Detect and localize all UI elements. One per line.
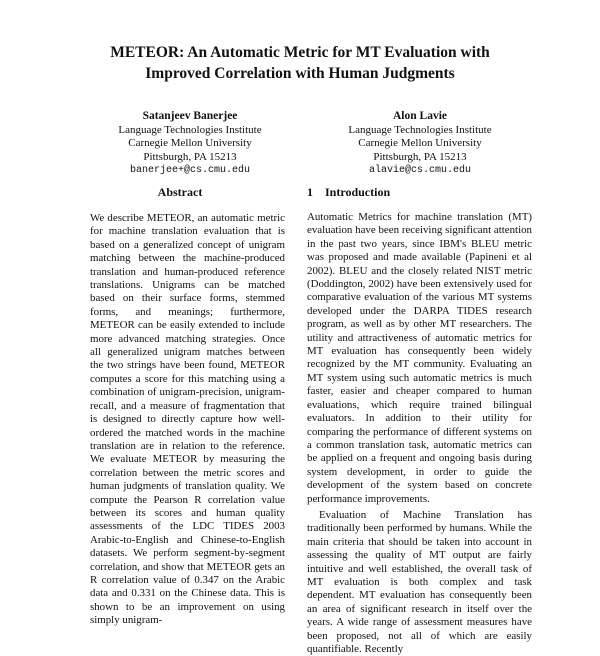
introduction-body xyxy=(307,211,532,656)
section-title: Introduction xyxy=(325,185,391,199)
abstract-body xyxy=(90,212,285,628)
author-location: Pittsburgh, PA 15213 xyxy=(143,150,237,163)
title-line-2: Improved Correlation with Human Judgments xyxy=(145,65,455,82)
title-line-1: METEOR: An Automatic Metric for MT Evaluation with xyxy=(110,44,490,61)
paper-title xyxy=(0,42,600,84)
author-name: Alon Lavie xyxy=(393,110,447,122)
intro-paragraph-2: Evaluation of Machine Translation has traditionally been performed by humans. While the main criteria that should be taken into account in assessing the quality of MT output are fairly intuitive and well established, the overall task of MT evaluation is both complex and task dependent. MT evaluation has consequently been an area of significant research in itself over the years. A wide range of assessment measures have been proposed, not all of which are easily quantifiable. Recently xyxy=(307,508,532,655)
section-number: 1 xyxy=(307,185,313,199)
author-name: Satanjeev Banerjee xyxy=(142,110,238,122)
abstract-text: We describe METEOR, an automatic metric for machine translation evaluation that is based on a generalized concept of unigram matching between the machine-produced translation and human-produced reference translations. Unigrams can be matched based on their surface forms, stemmed forms, and meanings; furthermore, METEOR can be easily extended to include more advanced matching strategies. Once all generalized unigram matches between the two strings have been found, METEOR computes a score for this matching using a combination of unigram-precision, unigram-recall, and a measure of fragmentation that is designed to directly capture how well-ordered the matched words in the machine translation are in relation to the reference. We evaluate METEOR by measuring the correlation between the metric scores and human judgments of translation quality. We compute the Pearson R correlation value between its scores and human quality assessments of the LDC TIDES 2003 Arabic-to-English and Chinese-to-English datasets. We perform segment-by-segment correlation, and show that METEOR gets an R correlation value of 0.347 on the Arabic data and 0.331 on the Chinese data. This is shown to be an improvement on using simply unigram- xyxy=(90,212,285,627)
intro-paragraph-1: Automatic Metrics for machine translation (MT) evaluation have been receiving significant attention in the past two years, since IBM's BLEU metric was proposed and made available (Papineni et al 2002). BLEU and the closely related NIST metric (Doddington, 2002) have been extensively used for comparative evaluation of the various MT systems developed under the DARPA TIDES research program, as well as by other MT researchers. The utility and attractiveness of automatic metrics for MT evaluation has consequently been widely recognized by the MT community. Evaluating an MT system using such automatic metrics is much faster, easier and cheaper compared to human evaluations, which require trained bilingual evaluators. In addition to their utility for comparing the performance of different systems on a common translation task, automatic metrics can be applied on a frequent and ongoing basis during system development, in order to guide the development of the system based on concrete performance improvements. xyxy=(307,211,532,505)
author-university: Carnegie Mellon University xyxy=(128,137,252,150)
author-email: alavie@cs.cmu.edu xyxy=(368,165,472,177)
author-affiliation: Language Technologies Institute xyxy=(118,123,262,136)
author-university: Carnegie Mellon University xyxy=(358,137,482,150)
abstract-heading: Abstract xyxy=(157,185,203,199)
author-block-banerjee xyxy=(70,110,310,178)
introduction-heading xyxy=(307,185,390,200)
author-location: Pittsburgh, PA 15213 xyxy=(373,150,467,163)
author-block-lavie xyxy=(300,110,540,178)
author-email: banerjee+@cs.cmu.edu xyxy=(129,165,251,177)
author-affiliation: Language Technologies Institute xyxy=(348,123,492,136)
